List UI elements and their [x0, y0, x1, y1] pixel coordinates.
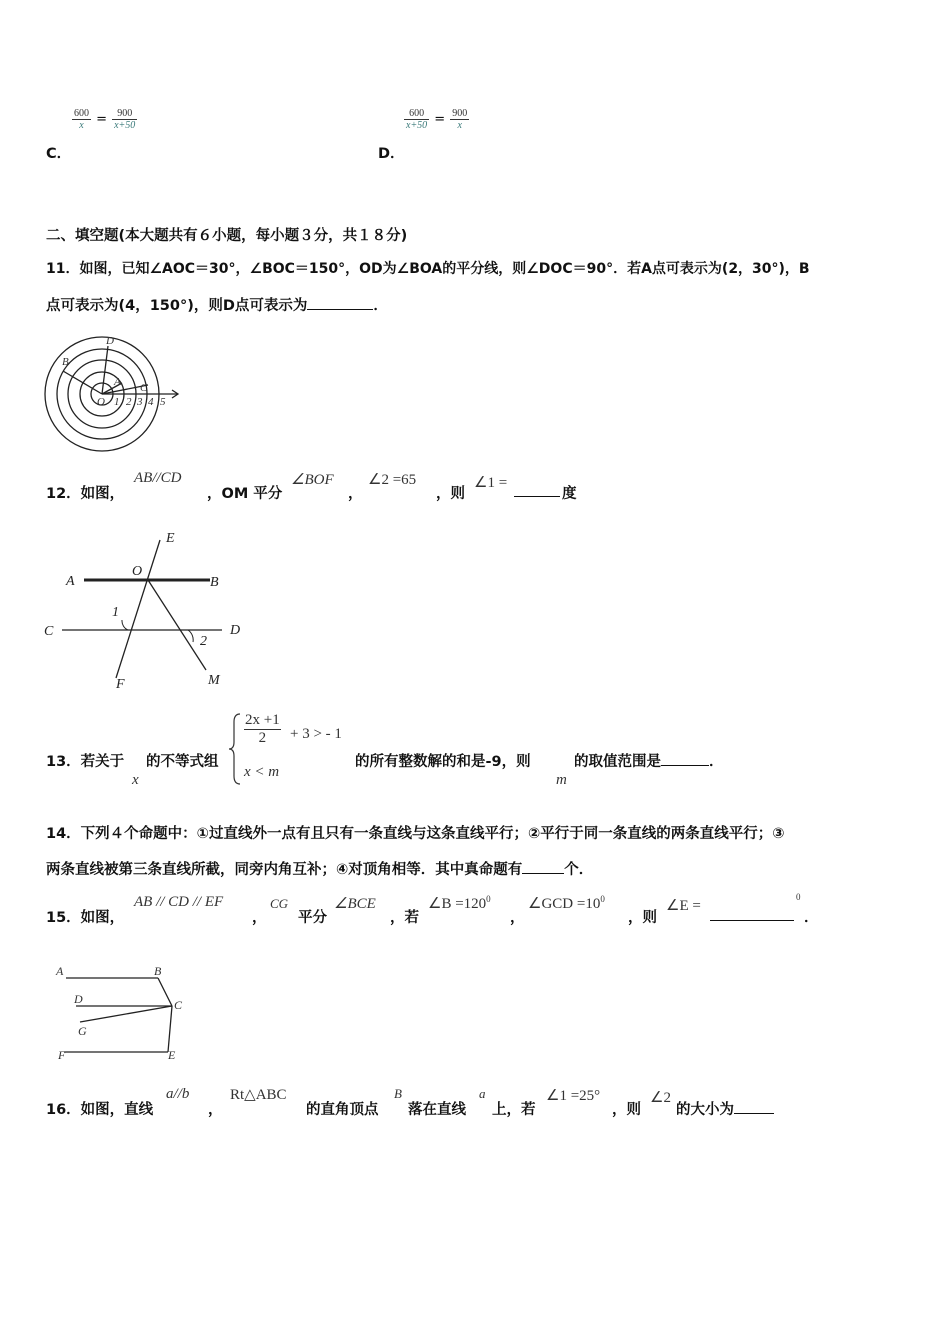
q13-text4-wrap	[574, 750, 724, 771]
q16-text5-wrap	[676, 1098, 774, 1119]
q13-ineq1-den: 2	[258, 730, 267, 746]
q11-label-o: O	[97, 396, 105, 408]
q15-angle-b-deg: 0	[486, 894, 491, 904]
option-d-equation	[404, 108, 469, 131]
q15-then: ，则	[628, 910, 657, 926]
segment-bc	[158, 978, 172, 1006]
q16-then: ，则	[612, 1102, 641, 1118]
option-d-num-right: 900	[452, 108, 468, 119]
q11-label-b: B	[62, 356, 69, 368]
q15-end: ．	[804, 910, 819, 926]
ray-od	[102, 346, 108, 394]
q12-om: ，OM 平分	[207, 486, 283, 502]
q11-label-d: D	[106, 335, 114, 347]
q12-label-m: M	[208, 673, 220, 688]
ray-ob	[63, 371, 102, 394]
q12-angle2: ∠2 =65	[368, 472, 417, 488]
q13-end: ．	[709, 754, 724, 770]
q12-label-e: E	[166, 531, 175, 546]
q13-text2: 的不等式组	[146, 754, 219, 770]
q15-label-c: C	[174, 998, 183, 1012]
q12-label-2: 2	[200, 634, 207, 649]
q15-label-g: G	[78, 1024, 87, 1038]
q15-label-f: F	[58, 1048, 66, 1062]
q12-answer-blank[interactable]	[514, 482, 560, 497]
q13-var-x: x	[132, 772, 139, 788]
q15-deg-e: 0	[796, 892, 801, 902]
option-c-num-left: 600	[74, 108, 89, 119]
q15-prefix: 15．如图，	[46, 910, 125, 926]
q13-text4: 的取值范围是	[574, 754, 661, 770]
q11-end: ．	[373, 298, 388, 314]
q13-brace	[228, 712, 242, 786]
section-title: 二、填空题(本大题共有６小题，每小题３分，共１８分)	[46, 228, 408, 244]
option-c-num-right: 900	[112, 108, 137, 120]
q12-label-1: 1	[112, 605, 119, 620]
q12-then: ，则	[436, 486, 465, 502]
ray-om	[148, 580, 206, 670]
q16-var-b: B	[394, 1086, 402, 1101]
q14-line1: 14．下列４个命题中：①过直线外一点有且只有一条直线与这条直线平行；②平行于同一条直线的两条直线平行；③	[46, 826, 785, 842]
q16-angle2: ∠2	[650, 1090, 671, 1106]
option-c-den-left: x	[79, 120, 84, 131]
q12-angle-bof: ∠BOF	[291, 472, 334, 488]
q11-polar-figure	[40, 332, 190, 454]
q11-answer-blank[interactable]	[307, 295, 373, 310]
q12-unit: 度	[562, 486, 577, 502]
q13-prefix: 13．若关于	[46, 754, 125, 770]
q12-label-d: D	[230, 623, 241, 638]
q16-text4: 上，若	[492, 1102, 536, 1118]
q11-tick-4: 4	[148, 396, 154, 408]
option-d-den-left: x+50	[406, 120, 428, 131]
q14-end: 个．	[564, 862, 594, 878]
q15-angle-gcd-text: ∠GCD =10	[528, 896, 601, 912]
option-c-equals: =	[96, 112, 107, 127]
q15-angle-gcd	[528, 894, 605, 913]
q13-ineq1-rest: + 3 > - 1	[290, 726, 342, 742]
q13-answer-blank[interactable]	[661, 751, 709, 766]
q15-label-d: D	[74, 992, 83, 1006]
q13-var-m: m	[556, 772, 567, 788]
option-c-den-right: x+50	[114, 120, 136, 131]
q15-angle-b-text: ∠B =120	[428, 896, 487, 912]
q15-angle-b	[428, 894, 491, 913]
q15-figure	[50, 958, 200, 1066]
q12-comma: ，	[348, 486, 363, 502]
option-d-num-left: 600	[404, 108, 429, 120]
ray-cg	[80, 1006, 172, 1022]
q13-text3: 的所有整数解的和是-9，则	[355, 754, 531, 770]
q11-line2	[46, 294, 388, 315]
q15-bisect: 平分	[298, 910, 327, 926]
q12-label-o: O	[132, 564, 143, 579]
q15-answer-blank[interactable]	[710, 906, 794, 921]
q15-angle-gcd-deg: 0	[600, 894, 605, 904]
segment-ce	[168, 1006, 172, 1052]
q15-cg: CG	[270, 896, 289, 911]
q16-prefix: 16．如图，直线	[46, 1102, 154, 1118]
q12-figure	[38, 528, 248, 690]
option-c-label: C．	[46, 146, 72, 162]
q16-comma: ，	[208, 1102, 223, 1118]
line-ef	[116, 540, 160, 678]
q12-label-a: A	[66, 574, 75, 589]
q12-angle2-arc	[188, 630, 193, 642]
option-d-den-right: x	[457, 120, 462, 131]
q11-line1: 11．如图，已知∠AOC＝30°，∠BOC＝150°，OD为∠BOA的平分线，则∠DOC＝90°．若A点可表示为(2，30°)，B	[46, 261, 810, 277]
q16-text5: 的大小为	[676, 1102, 734, 1118]
q15-parallel: AB // CD // EF	[134, 894, 224, 910]
q11-tick-3: 3	[137, 396, 143, 408]
q13-ineq2: x < m	[244, 764, 280, 780]
q12-angle1-arc	[122, 620, 128, 630]
q14-line2-wrap	[46, 858, 593, 879]
q11-tick-5: 5	[160, 396, 166, 408]
option-d-equals: =	[434, 112, 446, 127]
q12-angle1: ∠1 =	[474, 475, 508, 491]
q15-comma2: ，	[510, 910, 525, 926]
option-d-label: D．	[378, 146, 405, 162]
q13-ineq1-num: 2x +1	[245, 712, 280, 728]
q11-line2-text: 点可表示为(4，150°)，则D点可表示为	[46, 298, 308, 314]
q16-var-a: a	[479, 1086, 486, 1101]
q12-prefix: 12．如图，	[46, 486, 125, 502]
q11-label-a: A	[114, 376, 121, 388]
q12-answer-blank-wrap	[514, 482, 560, 501]
q16-text2: 的直角顶点	[306, 1102, 379, 1118]
q15-label-e: E	[168, 1048, 176, 1062]
q14-line2: 两条直线被第三条直线所截，同旁内角互补；④对顶角相等．其中真命题有	[46, 862, 523, 878]
q13-ineq1-fraction	[244, 712, 281, 747]
q16-triangle: Rt△ABC	[230, 1087, 287, 1103]
q11-label-c: C	[140, 382, 148, 394]
q16-text3: 落在直线	[408, 1102, 466, 1118]
q16-angle1: ∠1 =25°	[546, 1088, 601, 1104]
q15-label-a: A	[56, 964, 64, 978]
q15-if: ，若	[390, 910, 419, 926]
q15-comma: ，	[252, 910, 267, 926]
q11-tick-1: 1	[114, 396, 120, 408]
option-c-equation	[72, 108, 137, 131]
q12-label-f: F	[116, 677, 125, 690]
q16-answer-blank[interactable]	[734, 1099, 774, 1114]
q16-parallel: a//b	[166, 1086, 190, 1102]
q15-label-b: B	[154, 964, 162, 978]
q12-label-c: C	[44, 624, 54, 639]
q14-answer-blank[interactable]	[522, 859, 564, 874]
q15-angle-e: ∠E =	[666, 898, 701, 914]
q12-parallel: AB//CD	[134, 470, 182, 486]
q12-label-b: B	[210, 575, 219, 590]
q15-angle-bce: ∠BCE	[334, 896, 376, 912]
q15-answer-blank-wrap	[710, 906, 794, 925]
q11-tick-2: 2	[126, 396, 132, 408]
